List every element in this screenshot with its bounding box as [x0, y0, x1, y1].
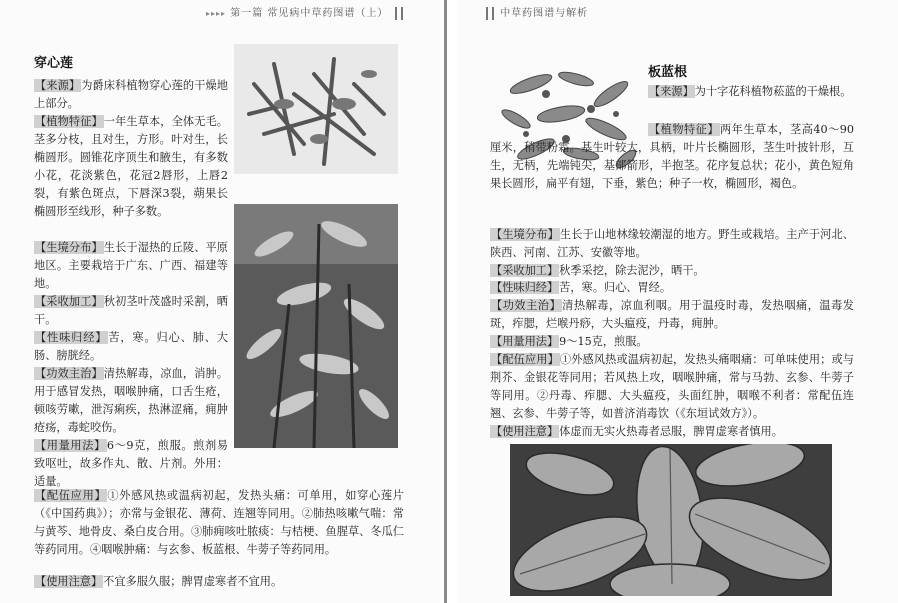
- right-page-header: [484, 4, 588, 20]
- section-label: 【生境分布】: [35, 241, 103, 254]
- section-label: 【植物特征】: [649, 123, 720, 136]
- book-gutter: [440, 0, 458, 603]
- section-label: 【来源】: [35, 79, 81, 92]
- left-page-title: 穿心莲: [34, 56, 74, 71]
- arrows-ornament-icon: ▸▸▸▸: [206, 9, 227, 18]
- right-section-distribution: [490, 226, 854, 262]
- left-section-dosage: [34, 437, 228, 491]
- section-label: 【使用注意】: [35, 575, 103, 588]
- header-rule-icon: [486, 7, 488, 20]
- section-label: 【植物特征】: [35, 115, 103, 128]
- header-rule-icon: [395, 7, 397, 20]
- section-text: 两年生草本，茎高40～90厘米，稍带粉霜。基生叶较大，具柄，叶片长椭圆形，茎生叶披针形，互生，无柄，先端钝尖，基部箭形，半抱茎。花序复总状；花小，黄色短角果长圆形，扁平有翅，下垂，紫色；种子一枚，椭圆形，褐色。: [490, 123, 854, 190]
- section-text: 6～9克，煎服。煎剂易致呕吐，故多作丸、散、片剂。外用：适量。: [34, 439, 228, 488]
- section-label: 【配伍应用】: [491, 353, 559, 366]
- section-text: 生长于山地林缘较潮湿的地方。野生或栽培。主产于河北、陕西、河南、江苏、安徽等地。: [490, 228, 854, 259]
- left-page: [0, 0, 440, 603]
- section-text: 苦，寒。归心、胃经。: [559, 281, 672, 294]
- section-text: 体虚而无实火热毒者忌服，脾胃虚寒者慎用。: [559, 425, 783, 438]
- right-page: [458, 0, 898, 603]
- section-text: 9～15克，煎服。: [559, 335, 648, 348]
- left-section-source: [34, 77, 228, 113]
- section-text: 清热解毒，凉血利咽。用于温疫时毒，发热咽痛，温毒发斑，痄腮，烂喉丹痧，大头瘟疫，丹毒，痈肿。: [490, 299, 854, 330]
- section-text: 苦，寒。归心、肺、大肠、膀胱经。: [34, 331, 228, 362]
- right-header-text: 中草药图谱与解析: [500, 8, 589, 19]
- section-text: ①外感风热或温病初起，发热头痛咽痛：可单味使用；或与荆芥、金银花等同用；若风热上攻，咽喉肿痛，常与马勃、玄参、牛蒡子等同用。②丹毒、痄腮、大头瘟疫，头面红肿，咽喉不利者：常配伍连翘、玄参、牛蒡子等，如普济消毒饮（《东垣试效方》）。: [490, 353, 854, 420]
- section-text: 生长于湿热的丘陵、平原地区。主要栽培于广东、广西、福建等地。: [34, 241, 228, 290]
- section-label: 【采收加工】: [491, 264, 559, 277]
- section-label: 【性味归经】: [35, 331, 108, 344]
- section-text: 为爵床科植物穿心莲的干燥地上部分。: [34, 79, 228, 110]
- section-text: 不宜多服久服；脾胃虚寒者不宜用。: [103, 575, 283, 588]
- section-label: 【用量用法】: [35, 439, 106, 452]
- banlangen-plant-photo: [510, 444, 832, 596]
- section-text: 清热解毒，凉血，消肿。用于感冒发热，咽喉肿痛，口舌生疮，顿咳劳嗽，泄泻痢疾，热淋涩痛，痈肿疮疡，毒蛇咬伤。: [34, 367, 228, 434]
- left-page-header: [206, 4, 405, 20]
- section-label: 【性味归经】: [491, 281, 559, 294]
- section-text: 为十字花科植物菘蓝的干燥根。: [694, 85, 852, 98]
- chuanxinlian-plant-photo: [234, 204, 398, 448]
- left-header-text: 第一篇 常见病中草药图谱（上）: [230, 8, 389, 19]
- chuanxinlian-dried-herb-photo: [234, 44, 398, 174]
- page-edge-divider: [444, 0, 447, 603]
- left-section-features: [34, 113, 228, 220]
- section-label: 【采收加工】: [35, 295, 103, 308]
- right-section-harvest: [490, 262, 854, 280]
- header-rule-icon: [492, 7, 494, 20]
- section-label: 【来源】: [649, 85, 694, 98]
- section-text: ①外感风热或温病初起，发热头痛：可单用，如穿心莲片（《中国药典》）；亦常与金银花、薄荷、连翘等同用。②肺热咳嗽气喘：常与黄芩、地骨皮、桑白皮合用。③肺痈咳吐脓痰：与桔梗、鱼腥草、冬瓜仁等药同用。④咽喉肿痛：与玄参、板蓝根、牛蒡子等药同用。: [34, 489, 404, 556]
- section-text: 秋初茎叶茂盛时采割，晒干。: [34, 295, 228, 326]
- section-text: 一年生草本，全体无毛。茎多分枝，且对生，方形。叶对生，长椭圆形。圆锥花序顶生和腋生，有多数小花，花淡紫色，花冠2唇形，上唇2裂，有紫色斑点，下唇深3裂，蒴果长椭圆形至线形，种子多数。: [34, 115, 228, 218]
- section-text: 秋季采挖，除去泥沙，晒干。: [559, 264, 705, 277]
- right-page-title: 板蓝根: [648, 65, 688, 80]
- right-section-dosage: [490, 333, 854, 351]
- right-section-source: [648, 83, 854, 101]
- section-label: 【配伍应用】: [35, 489, 107, 502]
- right-section-compatibility: [490, 351, 854, 423]
- section-label: 【使用注意】: [491, 425, 559, 438]
- section-label: 【功效主治】: [35, 367, 103, 380]
- left-section-distribution: [34, 239, 228, 293]
- left-section-efficacy: [34, 365, 228, 437]
- section-label: 【生境分布】: [491, 228, 559, 241]
- section-label: 【用量用法】: [491, 335, 559, 348]
- right-section-caution: [490, 423, 854, 441]
- left-section-harvest: [34, 293, 228, 329]
- right-section-features: [490, 121, 854, 193]
- section-label: 【功效主治】: [491, 299, 562, 312]
- header-rule-icon: [401, 7, 403, 20]
- right-section-efficacy: [490, 297, 854, 333]
- left-section-nature: [34, 329, 228, 365]
- left-section-caution: [34, 573, 404, 591]
- right-section-nature: [490, 279, 854, 297]
- left-section-compatibility: [34, 487, 404, 559]
